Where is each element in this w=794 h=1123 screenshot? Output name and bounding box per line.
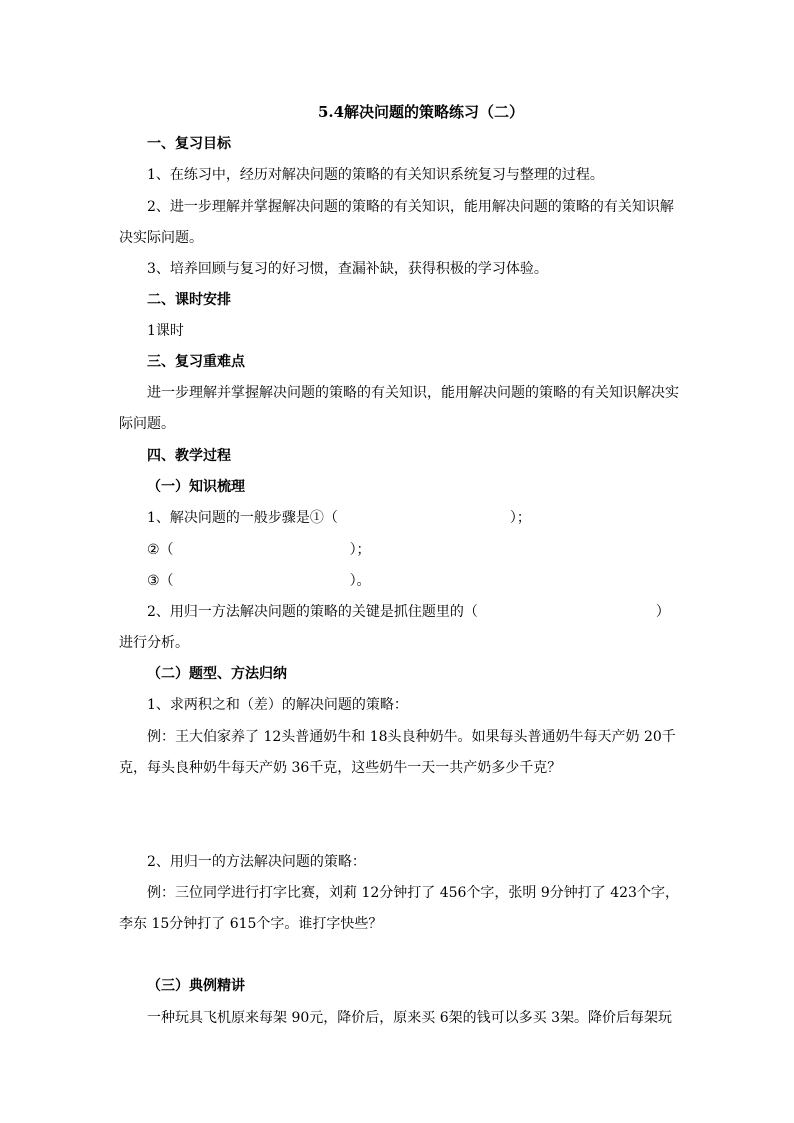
method-item-1: 1、求两积之和（差）的解决问题的策略：	[147, 697, 408, 713]
section-heading-review-goals: 一、复习目标	[147, 136, 231, 152]
subsection-heading-knowledge: （一）知识梳理	[147, 479, 245, 495]
example-problem-line-1: 一种玩具飞机原来每架 90元，降价后，原来买 6架的钱可以多买 3架。降价后每架玩	[147, 1010, 672, 1026]
knowledge-item-2-prefix: ②（	[147, 542, 174, 558]
method-item-2: 2、用归一的方法解决问题的策略：	[147, 854, 366, 870]
knowledge-item-1-prefix: 1、解决问题的一般步骤是①（	[147, 510, 338, 526]
section-heading-teaching-process: 四、教学过程	[147, 448, 231, 464]
subsection-heading-examples: （三）典例精讲	[147, 978, 245, 994]
knowledge-item-2-suffix: ）；	[349, 542, 371, 558]
goal-item-3: 3、培养回顾与复习的好习惯，查漏补缺，获得积极的学习体验。	[147, 261, 548, 277]
method-1-example-line-1: 例：王大伯家养了 12头普通奶牛和 18头良种奶牛。如果每头普通奶牛每天产奶 20千	[147, 729, 676, 745]
knowledge-item-1	[147, 508, 531, 528]
key-points-line-2: 际问题。	[119, 416, 175, 432]
subsection-heading-methods: （二）题型、方法归纳	[147, 666, 287, 682]
method-1-example-line-2: 克，每头良种奶牛每天产奶 36千克，这些奶牛一天一共产奶多少千克？	[119, 760, 562, 776]
knowledge-item-3-suffix: ）。	[349, 573, 371, 589]
knowledge-item-3	[147, 571, 371, 591]
method-2-example-line-2: 李东 15分钟打了 615个字。谁打字快些？	[119, 916, 383, 932]
key-points-line-1: 进一步理解并掌握解决问题的策略的有关知识，能用解决问题的策略的有关知识解决实	[147, 385, 679, 401]
section-heading-schedule: 二、课时安排	[147, 292, 231, 308]
knowledge-item-1-suffix: ）；	[509, 510, 531, 526]
knowledge-item-3-prefix: ③（	[147, 573, 174, 589]
goal-item-2-line-2: 决实际问题。	[119, 230, 203, 246]
method-2-example-line-1: 例：三位同学进行打字比赛，刘莉 12分钟打了 456个字，张明 9分钟打了 423个字，	[147, 885, 679, 901]
goal-item-1: 1、在练习中，经历对解决问题的策略的有关知识系统复习与整理的过程。	[147, 167, 604, 183]
knowledge-item-4-line-1	[147, 602, 670, 622]
knowledge-item-2	[147, 540, 371, 560]
page-title: 5.4解决问题的策略练习（二）	[317, 103, 525, 121]
knowledge-item-4-line-2: 进行分析。	[119, 635, 189, 651]
goal-item-2-line-1: 2、进一步理解并掌握解决问题的策略的有关知识，能用解决问题的策略的有关知识解	[147, 199, 674, 215]
schedule-text: 1课时	[147, 323, 184, 339]
knowledge-item-4-prefix: 2、用归一方法解决问题的策略的关键是抓住题里的（	[147, 604, 478, 620]
knowledge-item-4-suffix: ）	[655, 604, 670, 620]
section-heading-key-points: 三、复习重难点	[147, 354, 245, 370]
